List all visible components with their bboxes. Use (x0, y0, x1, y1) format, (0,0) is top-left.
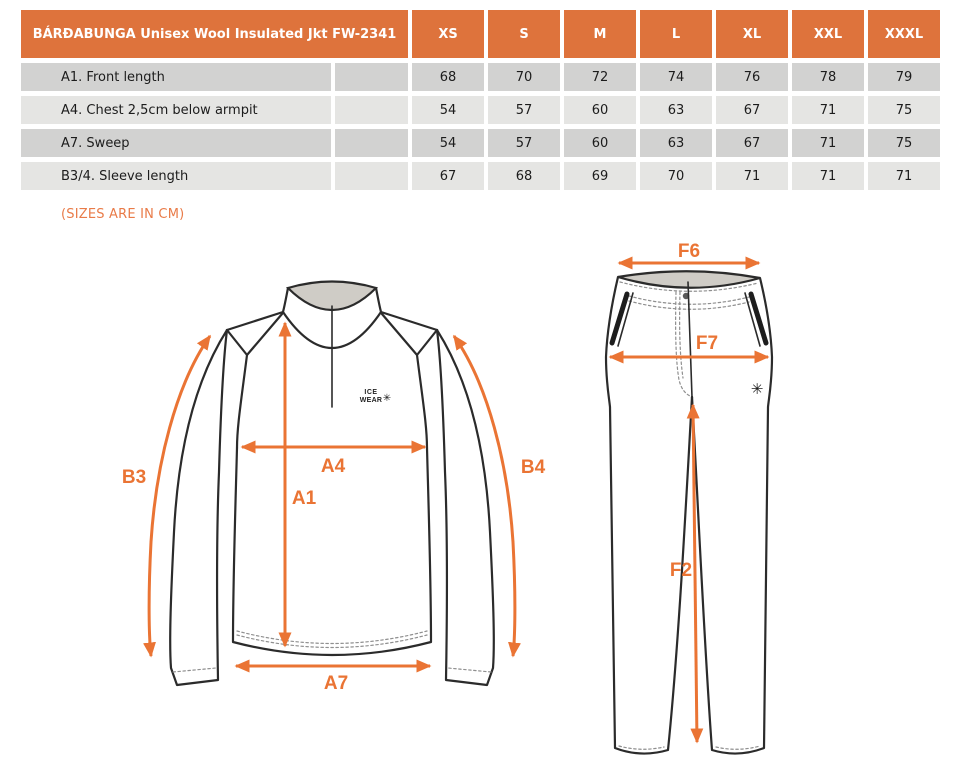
table-row-front-length (21, 63, 940, 91)
table-row-chest (21, 96, 940, 124)
measure-label: A1. Front length (21, 63, 331, 91)
value-cell: 79 (868, 63, 940, 91)
value-cell: 71 (792, 96, 864, 124)
label-a1: A1 (291, 488, 317, 509)
label-f7: F7 (695, 333, 719, 354)
pants-waist-opening (618, 271, 760, 288)
product-title: BÁRÐABUNGA Unisex Wool Insulated Jkt FW-2341 (21, 10, 408, 58)
value-cell: 70 (488, 63, 560, 91)
spacer-cell (335, 96, 408, 124)
value-cell: 74 (640, 63, 712, 91)
jacket-outline (170, 282, 494, 686)
jacket-raglan-right (382, 314, 437, 448)
spacer-cell (335, 162, 408, 190)
measure-label: B3/4. Sleeve length (21, 162, 331, 190)
jacket-diagram (90, 242, 560, 712)
fly-center-seam (688, 282, 692, 397)
value-cell: 67 (716, 96, 788, 124)
measure-label: A4. Chest 2,5cm below armpit (21, 96, 331, 124)
snowflake-icon: ✳ (382, 393, 392, 404)
value-cell: 78 (792, 63, 864, 91)
jacket-hem-stitch (237, 635, 427, 648)
value-cell: 68 (412, 63, 484, 91)
value-cell: 63 (640, 96, 712, 124)
value-cell: 70 (640, 162, 712, 190)
size-header-xl: XL (716, 10, 788, 58)
pocket-trim-left (612, 294, 627, 343)
value-cell: 60 (564, 129, 636, 157)
pants-outline (606, 271, 772, 753)
logo-text-ice: ICE (364, 389, 378, 396)
value-cell: 54 (412, 129, 484, 157)
table-row-sweep (21, 129, 940, 157)
snowflake-icon: ✳ (750, 380, 764, 398)
jacket-cuff-stitch-right (448, 668, 491, 672)
value-cell: 54 (412, 96, 484, 124)
jacket-sleeve-left (170, 330, 227, 685)
label-a7: A7 (323, 673, 349, 694)
value-cell: 71 (868, 162, 940, 190)
jacket-body (233, 448, 431, 655)
value-cell: 57 (488, 129, 560, 157)
label-b4: B4 (520, 457, 546, 478)
value-cell: 72 (564, 63, 636, 91)
label-b3: B3 (121, 467, 147, 488)
logo-text-wear: WEAR (359, 397, 383, 404)
fly-stitch (676, 292, 690, 396)
value-cell: 71 (792, 162, 864, 190)
value-cell: 71 (792, 129, 864, 157)
table-row-sleeve-length (21, 162, 940, 190)
label-f2: F2 (669, 560, 693, 581)
value-cell: 75 (868, 129, 940, 157)
value-cell: 63 (640, 129, 712, 157)
measure-label: A7. Sweep (21, 129, 331, 157)
value-cell: 69 (564, 162, 636, 190)
icewear-logo (360, 389, 391, 404)
size-table (17, 5, 944, 195)
arrow-f2 (693, 405, 697, 742)
value-cell: 71 (716, 162, 788, 190)
size-header-xs: XS (412, 10, 484, 58)
label-f6: F6 (677, 241, 701, 262)
jacket-measurements (122, 323, 546, 694)
hem-stitch-right (716, 746, 760, 749)
size-header-s: S (488, 10, 560, 58)
value-cell: 57 (488, 96, 560, 124)
pocket-trim-right (751, 294, 766, 343)
hem-stitch-left (619, 746, 664, 749)
table-header-row (21, 10, 940, 58)
size-header-xxl: XXL (792, 10, 864, 58)
pants-left-side (606, 277, 692, 754)
label-a4: A4 (320, 456, 346, 477)
size-header-xxxl: XXXL (868, 10, 940, 58)
fly-stitch (680, 292, 683, 378)
jacket-raglan-left (227, 314, 282, 448)
pants-diagram (585, 242, 967, 777)
value-cell: 76 (716, 63, 788, 91)
value-cell: 67 (412, 162, 484, 190)
value-cell: 60 (564, 96, 636, 124)
value-cell: 68 (488, 162, 560, 190)
jacket-sleeve-right (437, 330, 494, 685)
value-cell: 67 (716, 129, 788, 157)
spacer-cell (335, 63, 408, 91)
value-cell: 75 (868, 96, 940, 124)
size-header-m: M (564, 10, 636, 58)
jacket-cuff-stitch-left (173, 668, 216, 672)
spacer-cell (335, 129, 408, 157)
size-header-l: L (640, 10, 712, 58)
sizes-note: (SIZES ARE IN CM) (61, 207, 185, 222)
